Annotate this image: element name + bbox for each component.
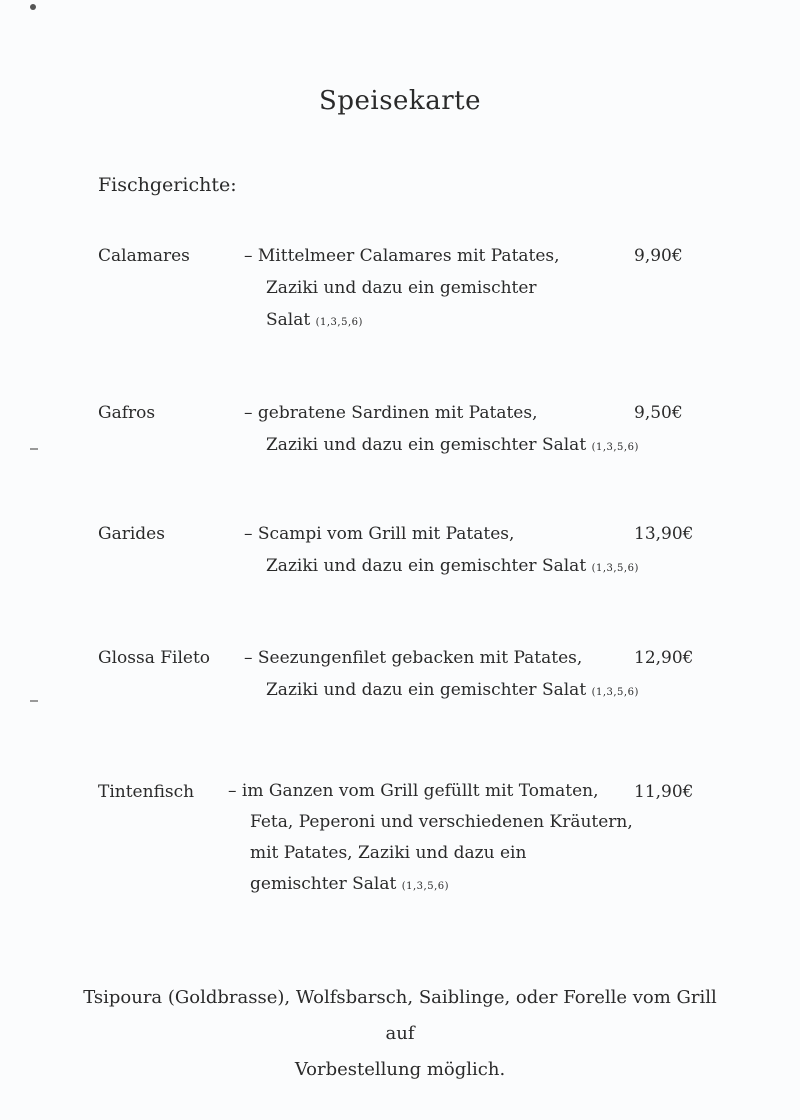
description-line: – Seezungenfilet gebacken mit Patates,	[244, 648, 583, 668]
dish-description	[228, 776, 633, 902]
description-line	[244, 674, 639, 709]
description-line: – Scampi vom Grill mit Patates,	[244, 524, 515, 544]
dish-description	[244, 518, 639, 585]
allergen-codes: (1,3,5,6)	[401, 881, 450, 892]
dish-price: 12,90€	[634, 648, 694, 668]
dish-price: 9,50€	[634, 403, 683, 423]
description-line	[244, 429, 639, 464]
scan-mark	[30, 4, 36, 10]
allergen-codes: (1,3,5,6)	[591, 563, 639, 574]
scan-edge-mark	[30, 448, 38, 450]
description-line: mit Patates, Zaziki und dazu ein	[250, 843, 527, 863]
description-line	[244, 304, 560, 339]
note-line: Vorbestellung möglich.	[294, 1059, 506, 1080]
dish-price: 9,90€	[634, 246, 683, 266]
allergen-codes: (1,3,5,6)	[591, 442, 639, 453]
scan-edge-mark	[30, 700, 38, 702]
description-text: Salat	[266, 310, 311, 330]
section-heading: Fischgerichte:	[98, 174, 237, 196]
note-line: Tsipoura (Goldbrasse), Wolfsbarsch, Saiblinge, oder Forelle vom Grill auf	[83, 987, 717, 1044]
description-line: – Mittelmeer Calamares mit Patates,	[244, 246, 560, 266]
dish-price: 11,90€	[634, 782, 694, 802]
dish-name: Gafros	[98, 403, 156, 423]
dish-name: Tintenfisch	[98, 782, 195, 802]
description-text: Zaziki und dazu ein gemischter Salat	[266, 435, 587, 455]
description-text: Zaziki und dazu ein gemischter Salat	[266, 556, 587, 576]
dish-price: 13,90€	[634, 524, 694, 544]
description-text: gemischter Salat	[250, 874, 397, 894]
description-text: Zaziki und dazu ein gemischter Salat	[266, 680, 587, 700]
description-line: – im Ganzen vom Grill gefüllt mit Tomaten,	[228, 781, 599, 801]
description-line: Zaziki und dazu ein gemischter	[266, 278, 537, 298]
description-line: Feta, Peperoni und verschiedenen Kräutern,	[250, 812, 633, 832]
description-line	[244, 550, 639, 585]
dish-description	[244, 240, 560, 339]
dish-description	[244, 397, 639, 464]
dish-name: Glossa Fileto	[98, 648, 211, 668]
page-title: Speisekarte	[319, 86, 481, 116]
dish-name: Garides	[98, 524, 165, 544]
allergen-codes: (1,3,5,6)	[591, 687, 639, 698]
description-line: – gebratene Sardinen mit Patates,	[244, 403, 538, 423]
description-line	[228, 869, 633, 902]
dish-name: Calamares	[98, 246, 190, 266]
allergen-codes: (1,3,5,6)	[315, 317, 363, 328]
preorder-note	[70, 980, 730, 1088]
dish-description	[244, 642, 639, 709]
